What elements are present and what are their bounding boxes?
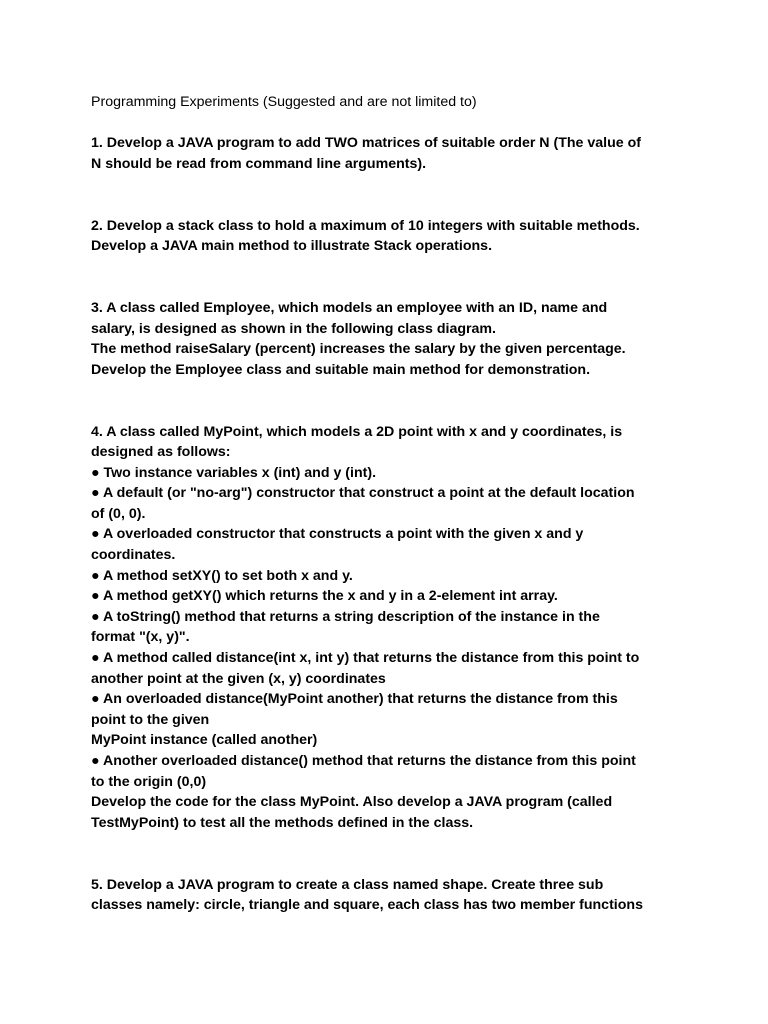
experiment-5-line: 5. Develop a JAVA program to create a class named shape. Create three sub [91, 876, 604, 893]
experiment-4-line: point to the given [91, 711, 210, 728]
experiment-4-bullet: ● A toString() method that returns a string description of the instance in the [91, 608, 600, 625]
experiment-4 [91, 422, 691, 834]
experiment-4-bullet: ● A overloaded constructor that constructs a point with the given x and y [91, 526, 584, 543]
spacer [91, 174, 691, 215]
experiment-4-line: another point at the given (x, y) coordinates [91, 670, 386, 687]
experiment-1 [91, 133, 691, 174]
experiment-4-line: of (0, 0). [91, 505, 146, 522]
experiment-4-bullet: ● A method called distance(int x, int y) that returns the distance from this point to [91, 650, 640, 667]
experiment-4-line: format "(x, y)". [91, 629, 190, 646]
experiment-3-line: The method raiseSalary (percent) increases the salary by the given percentage. [91, 341, 626, 358]
experiment-4-bullet: ● Two instance variables x (int) and y (int). [91, 464, 377, 481]
experiment-4-line: 4. A class called MyPoint, which models a 2D point with x and y coordinates, is [91, 423, 623, 440]
experiment-4-bullet: ● A method getXY() which returns the x and y in a 2-element int array. [91, 588, 558, 605]
spacer [91, 113, 691, 134]
document-page [91, 92, 691, 916]
experiment-4-line: Develop the code for the class MyPoint. Also develop a JAVA program (called [91, 794, 613, 811]
experiment-3-line: 3. A class called Employee, which models an employee with an ID, name and [91, 299, 608, 316]
experiment-1-line: 1. Develop a JAVA program to add TWO matrices of suitable order N (The value of [91, 135, 641, 152]
experiment-1-line: N should be read from command line arguments). [91, 155, 427, 172]
experiment-4-line: to the origin (0,0) [91, 773, 207, 790]
experiment-4-bullet: ● A default (or "no-arg") constructor that construct a point at the default location [91, 485, 635, 502]
experiment-4-bullet: ● A method setXY() to set both x and y. [91, 567, 353, 584]
experiment-3-line: salary, is designed as shown in the following class diagram. [91, 320, 496, 337]
experiment-2-line: 2. Develop a stack class to hold a maximum of 10 integers with suitable methods. [91, 217, 640, 234]
experiment-4-line: designed as follows: [91, 444, 231, 461]
experiment-4-bullet: ● Another overloaded distance() method that returns the distance from this point [91, 753, 636, 769]
spacer [91, 257, 691, 298]
spacer [91, 833, 691, 874]
experiment-3-line: Develop the Employee class and suitable main method for demonstration. [91, 361, 591, 378]
experiment-5-line: classes namely: circle, triangle and square, each class has two member functions [91, 897, 643, 914]
experiment-3 [91, 298, 691, 380]
experiment-2-line: Develop a JAVA main method to illustrate Stack operations. [91, 238, 493, 255]
experiment-4-bullet: ● An overloaded distance(MyPoint another) that returns the distance from this [91, 691, 618, 708]
document-heading: Programming Experiments (Suggested and are not limited to) [91, 94, 477, 110]
experiment-2 [91, 216, 691, 257]
experiment-4-line: TestMyPoint) to test all the methods defined in the class. [91, 814, 474, 831]
experiment-4-line: MyPoint instance (called another) [91, 732, 318, 749]
spacer [91, 380, 691, 421]
experiment-5 [91, 875, 691, 916]
experiment-4-line: coordinates. [91, 547, 176, 564]
